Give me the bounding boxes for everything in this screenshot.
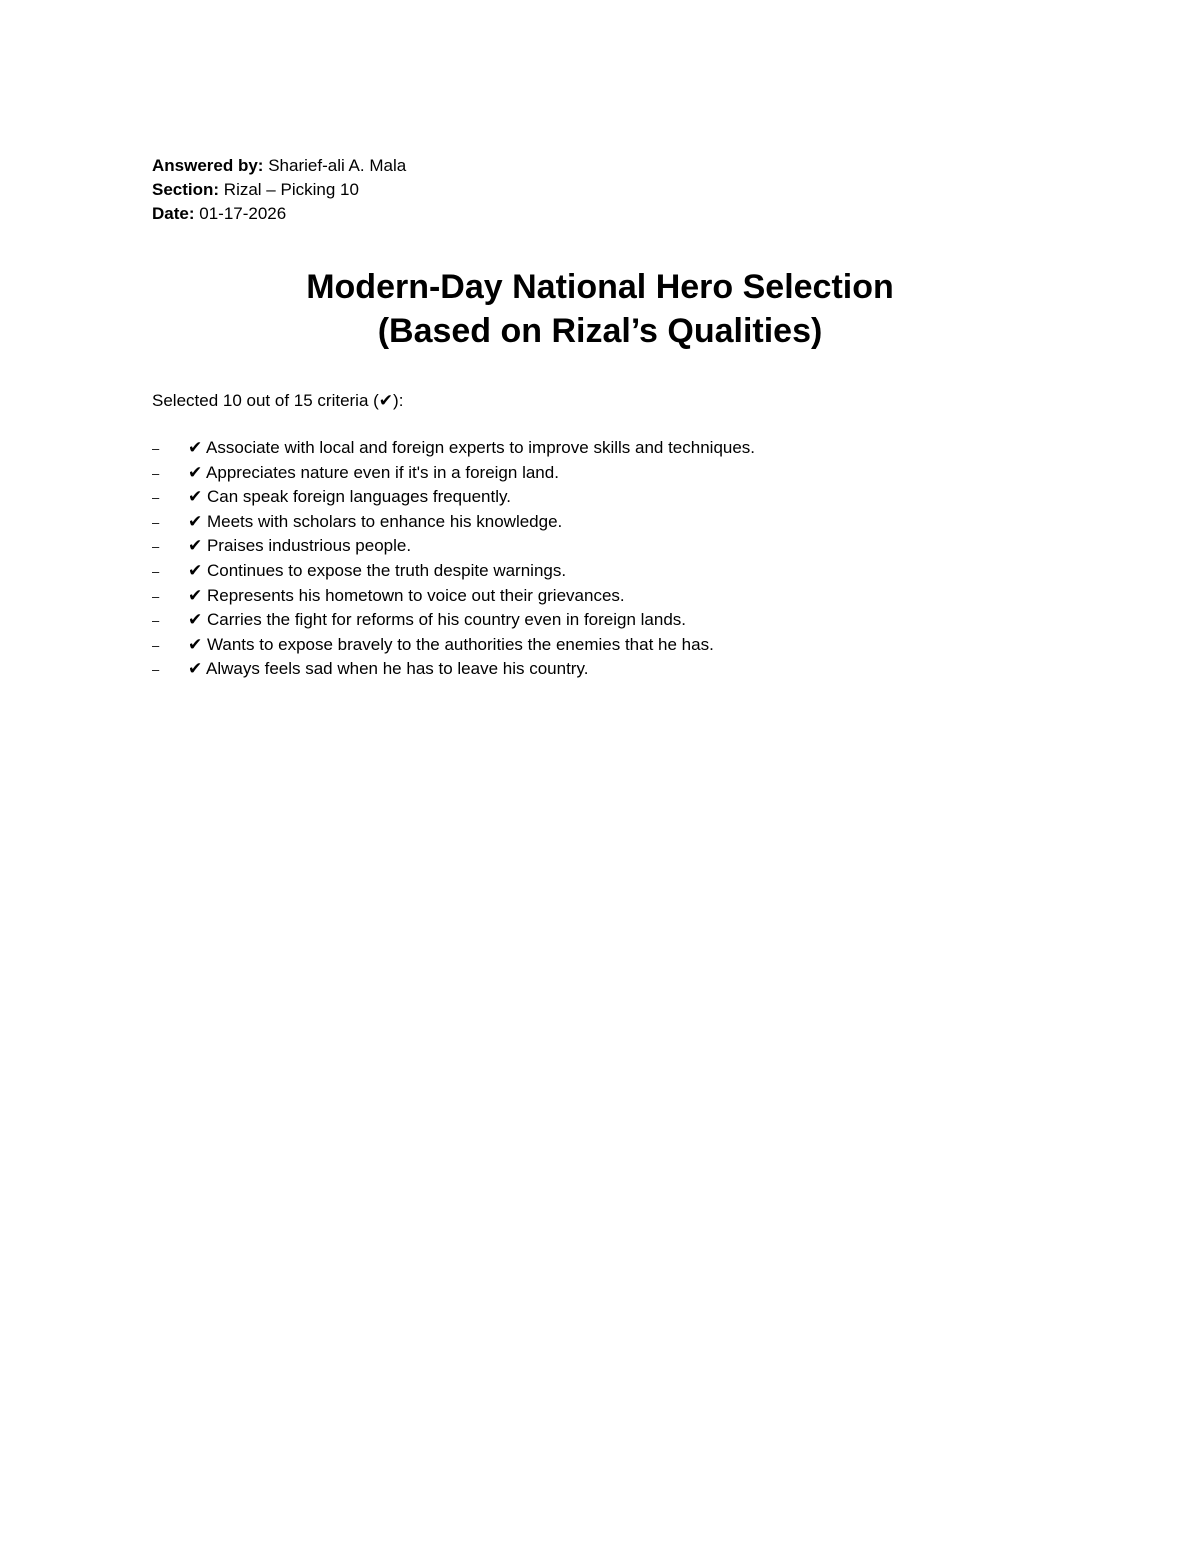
dash-bullet: –	[152, 514, 160, 530]
list-item	[152, 584, 755, 609]
criteria-intro: Selected 10 out of 15 criteria (✔):	[152, 391, 404, 410]
document-header	[152, 154, 406, 226]
list-item	[152, 510, 755, 535]
list-item	[152, 461, 755, 486]
answered-by-label: Answered by:	[152, 156, 264, 175]
section-label: Section:	[152, 180, 220, 199]
criteria-text: ✔ Continues to expose the truth despite warnings.	[188, 560, 567, 580]
title-line-1: Modern-Day National Hero Selection	[306, 268, 894, 306]
dash-bullet: –	[152, 563, 160, 579]
dash-bullet: –	[152, 613, 160, 629]
criteria-text: ✔ Praises industrious people.	[188, 536, 412, 556]
list-item	[152, 657, 755, 682]
dash-bullet: –	[152, 539, 160, 555]
dash-bullet: –	[152, 441, 160, 456]
title-line-2: (Based on Rizal’s Qualities)	[377, 312, 823, 350]
list-item	[152, 633, 755, 658]
section-line	[152, 178, 406, 202]
dash-bullet: –	[152, 637, 160, 653]
dash-bullet: –	[152, 465, 160, 481]
section-value: Rizal – Picking 10	[223, 180, 359, 199]
answered-by-value: Sharief-ali A. Mala	[268, 156, 407, 175]
page-title	[0, 265, 1200, 353]
criteria-list	[152, 436, 755, 682]
answered-by-line	[152, 154, 406, 178]
dash-bullet: –	[152, 588, 160, 604]
dash-bullet: –	[152, 490, 160, 506]
date-value: 01-17-2026	[199, 204, 287, 223]
list-item	[152, 534, 755, 559]
criteria-text: ✔ Represents his hometown to voice out their grievances.	[188, 585, 625, 605]
criteria-text: ✔ Always feels sad when he has to leave his country.	[188, 659, 589, 679]
list-item	[152, 436, 755, 461]
criteria-text: ✔ Carries the fight for reforms of his country even in foreign lands.	[188, 610, 687, 630]
date-label: Date:	[152, 204, 195, 223]
criteria-text: ✔ Appreciates nature even if it's in a foreign land.	[188, 462, 559, 482]
list-item	[152, 485, 755, 510]
criteria-text: ✔ Can speak foreign languages frequently.	[188, 487, 511, 507]
list-item	[152, 608, 755, 633]
criteria-text: ✔ Meets with scholars to enhance his knowledge.	[188, 511, 563, 531]
criteria-text: ✔ Wants to expose bravely to the authorities the enemies that he has.	[188, 634, 714, 654]
list-item	[152, 559, 755, 584]
criteria-text: ✔ Associate with local and foreign experts to improve skills and techniques.	[188, 438, 756, 457]
dash-bullet: –	[152, 662, 160, 678]
date-line	[152, 202, 406, 226]
